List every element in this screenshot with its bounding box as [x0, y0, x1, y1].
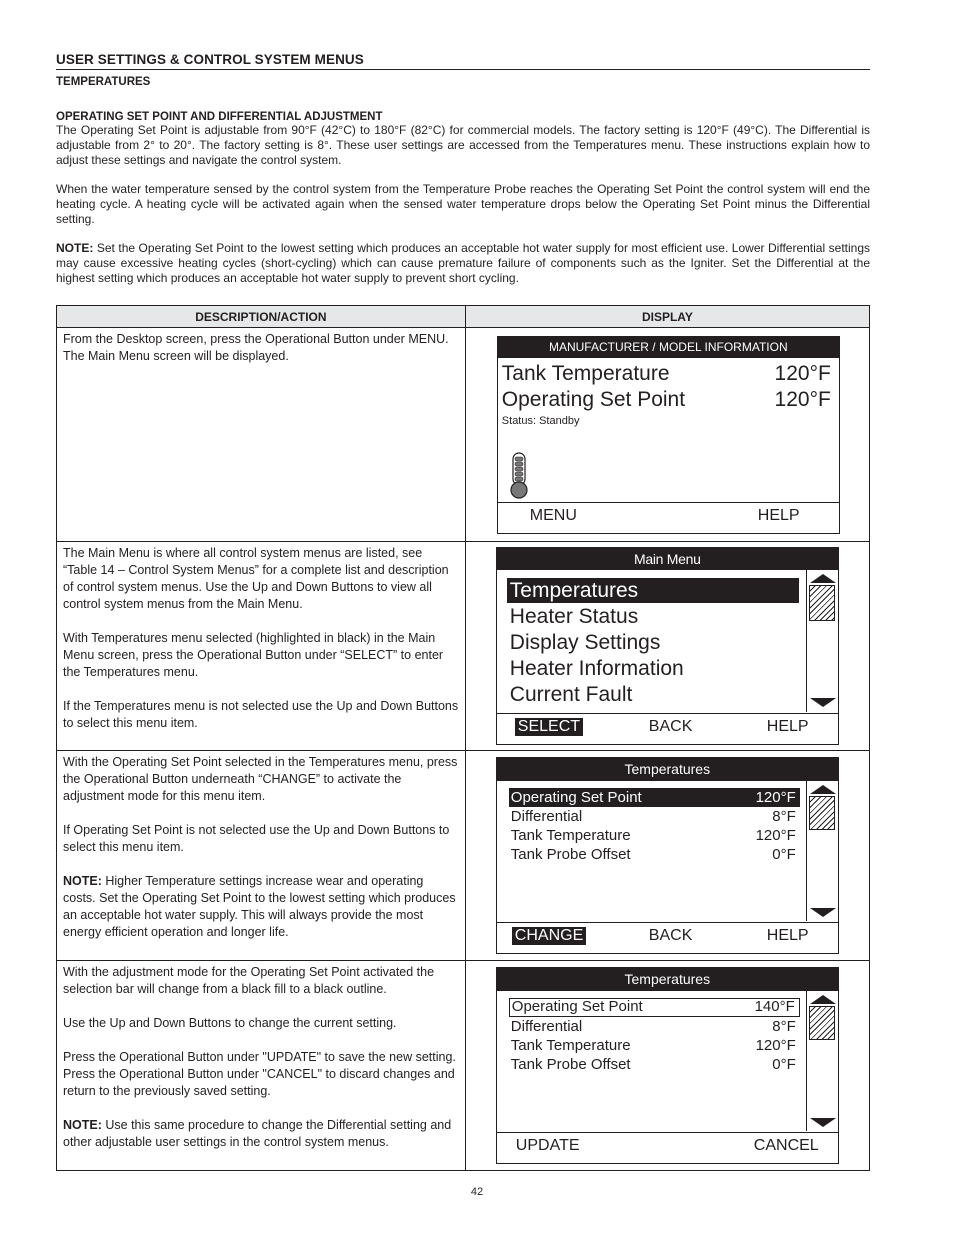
menu-item-display-settings[interactable]: Display Settings: [509, 631, 661, 654]
row3-text-2: If Operating Set Point is not selected use the Up and Down Buttons to select this menu item.: [63, 823, 450, 854]
scroll-thumb[interactable]: [809, 796, 835, 830]
tank-temperature-value: 120°F: [774, 362, 831, 385]
row1-text: From the Desktop screen, press the Operational Button under MENU. The Main Menu screen will be displayed.: [63, 332, 449, 363]
row-label: Tank Temperature: [510, 827, 631, 844]
change-button[interactable]: CHANGE: [512, 927, 586, 945]
scroll-up-arrow-icon[interactable]: [810, 995, 836, 1004]
menu-item-temperatures[interactable]: Temperatures: [507, 578, 799, 603]
row-tank-probe-offset[interactable]: [509, 845, 800, 864]
menu-item-heater-status[interactable]: Heater Status: [509, 605, 639, 628]
note-label: NOTE:: [63, 874, 102, 888]
intro-paragraph-1: The Operating Set Point is adjustable from 90°F (42°C) to 180°F (82°C) for commercial models. The factory setting is 120°F (49°C). The Differential is adjustable from 2° to 20°. The factory setting is 8°. These user settings are accessed from the Temperatures menu. These instructions explain how to adjust these settings and navigate the control system.: [56, 123, 870, 167]
cancel-button[interactable]: CANCEL: [753, 1137, 819, 1154]
screen-header: Temperatures: [497, 758, 838, 781]
button-bar: [497, 713, 838, 744]
menu-button[interactable]: MENU: [529, 507, 577, 524]
row-label: Tank Temperature: [510, 1037, 631, 1054]
row4-text-3: Press the Operational Button under "UPDATE" to save the new setting. Press the Operational Button under "CANCEL" to discard changes and return to the previously saved setting.: [63, 1050, 456, 1098]
intro-paragraph-2: When the water temperature sensed by the control system from the Temperature Probe reaches the Operating Set Point the control system will end the heating cycle. A heating cycle will be activated again when the sensed water temperature drops below the Operating Set Point minus the Differential setting.: [56, 182, 870, 226]
table-row: [57, 328, 870, 542]
status-text: Status: Standby: [501, 415, 580, 427]
intro-note: [56, 241, 870, 286]
table-row: [57, 961, 870, 1171]
row3-display: [465, 751, 869, 961]
back-button[interactable]: BACK: [648, 718, 693, 735]
desktop-screen: [497, 336, 840, 534]
temperatures-screen: [496, 757, 839, 954]
row-tank-temperature[interactable]: [509, 826, 800, 845]
row-differential[interactable]: [509, 807, 800, 826]
row-label: Differential: [510, 808, 583, 825]
page-content: [56, 52, 870, 286]
row-value: 120°F: [755, 789, 796, 806]
menu-item-current-fault[interactable]: Current Fault: [509, 683, 633, 706]
help-button[interactable]: HELP: [766, 718, 809, 735]
row4-note: [63, 1117, 459, 1151]
row4-description: [57, 961, 466, 1171]
row3-description: [57, 751, 466, 961]
table-row: [57, 542, 870, 751]
row-value: 140°F: [754, 998, 795, 1015]
section-title: USER SETTINGS & CONTROL SYSTEM MENUS: [56, 52, 870, 70]
intro-heading: OPERATING SET POINT AND DIFFERENTIAL ADJUSTMENT: [56, 111, 383, 123]
set-point-value: 120°F: [774, 388, 831, 411]
row-tank-temperature[interactable]: [509, 1036, 800, 1055]
row4-text-1: With the adjustment mode for the Operating Set Point activated the selection bar will change from a black fill to a black outline.: [63, 965, 435, 996]
tank-temperature-label: Tank Temperature: [501, 362, 670, 385]
note-text: Set the Operating Set Point to the lowest setting which produces an acceptable hot water supply for most efficient use. Lower Differential settings may cause excessive heating cycles (short-cycling) which can cause premature failure of components such as the Igniter. Set the Differential at the highest setting which produces an acceptable hot water supply to prevent short cycling.: [56, 241, 870, 285]
row-differential[interactable]: [509, 1017, 800, 1036]
row3-text-1: With the Operating Set Point selected in the Temperatures menu, press the Operational Button underneath “CHANGE” to activate the adjustment mode for this menu item.: [63, 755, 458, 803]
button-bar: [498, 502, 839, 533]
button-bar: [497, 1132, 838, 1163]
screen-header: Main Menu: [497, 548, 838, 570]
row-label: Operating Set Point: [511, 998, 643, 1015]
note-label: NOTE:: [63, 1118, 102, 1132]
note-text: Use this same procedure to change the Differential setting and other adjustable user settings in the control system menus.: [63, 1118, 452, 1149]
scroll-up-arrow-icon[interactable]: [810, 785, 836, 794]
scroll-down-arrow-icon[interactable]: [810, 908, 836, 917]
select-button[interactable]: SELECT: [515, 718, 583, 736]
scroll-up-arrow-icon[interactable]: [810, 574, 836, 583]
col-header-display: DISPLAY: [465, 306, 869, 328]
note-label: NOTE:: [56, 241, 94, 255]
scroll-down-arrow-icon[interactable]: [810, 1118, 836, 1127]
row-value: 0°F: [772, 1056, 796, 1073]
scrollbar[interactable]: [806, 570, 838, 712]
back-button[interactable]: BACK: [648, 927, 693, 944]
row3-note: [63, 873, 459, 941]
instruction-table: [56, 305, 870, 1171]
scroll-down-arrow-icon[interactable]: [810, 698, 836, 707]
temperatures-edit-screen: [496, 967, 839, 1164]
page-number: 42: [470, 1186, 484, 1198]
main-menu-screen: [496, 547, 839, 745]
button-bar: [497, 922, 838, 953]
screen-header: Temperatures: [497, 968, 838, 991]
screen-header: MANUFACTURER / MODEL INFORMATION: [498, 337, 839, 358]
row-value: 120°F: [755, 827, 796, 844]
row4-text-2: Use the Up and Down Buttons to change the current setting.: [63, 1016, 397, 1030]
row-label: Tank Probe Offset: [510, 1056, 631, 1073]
row-label: Differential: [510, 1018, 583, 1035]
scrollbar[interactable]: [806, 991, 838, 1131]
row-value: 8°F: [772, 1018, 796, 1035]
row-operating-set-point[interactable]: [509, 788, 800, 807]
row1-description: [57, 328, 466, 542]
thermometer-icon: [508, 451, 530, 499]
table-row: [57, 751, 870, 961]
set-point-label: Operating Set Point: [501, 388, 686, 411]
row-value: 120°F: [755, 1037, 796, 1054]
row2-text-1: The Main Menu is where all control system menus are listed, see “Table 14 – Control System Menus” for a complete list and description of control system menus. Use the Up and Down Buttons to view all control system menus from the Main Menu.: [63, 546, 449, 611]
row2-description: [57, 542, 466, 751]
scrollbar[interactable]: [806, 781, 838, 921]
menu-item-heater-information[interactable]: Heater Information: [509, 657, 684, 680]
update-button[interactable]: UPDATE: [515, 1137, 580, 1154]
scroll-thumb[interactable]: [809, 585, 835, 621]
col-header-description: DESCRIPTION/ACTION: [57, 306, 466, 328]
row-label: Operating Set Point: [510, 789, 642, 806]
row-value: 8°F: [772, 808, 796, 825]
row4-display: [465, 961, 869, 1171]
row-tank-probe-offset[interactable]: [509, 1055, 800, 1074]
note-text: Higher Temperature settings increase wear and operating costs. Set the Operating Set Point to the lowest setting which produces an acceptable hot water supply. This will always provide the most energy efficient operation and longer life.: [63, 874, 456, 939]
scroll-thumb[interactable]: [809, 1006, 835, 1040]
row-operating-set-point[interactable]: [509, 998, 800, 1017]
row-value: 0°F: [772, 846, 796, 863]
row-label: Tank Probe Offset: [510, 846, 631, 863]
help-button[interactable]: HELP: [766, 927, 809, 944]
row1-display: [465, 328, 869, 542]
row2-text-3: If the Temperatures menu is not selected use the Up and Down Buttons to select this menu item.: [63, 699, 459, 730]
row2-text-2: With Temperatures menu selected (highlighted in black) in the Main Menu screen, press the Operational Button under “SELECT” to enter the Temperatures menu.: [63, 631, 444, 679]
help-button[interactable]: HELP: [757, 507, 800, 524]
row2-display: [465, 542, 869, 751]
sub-title: TEMPERATURES: [56, 76, 151, 88]
